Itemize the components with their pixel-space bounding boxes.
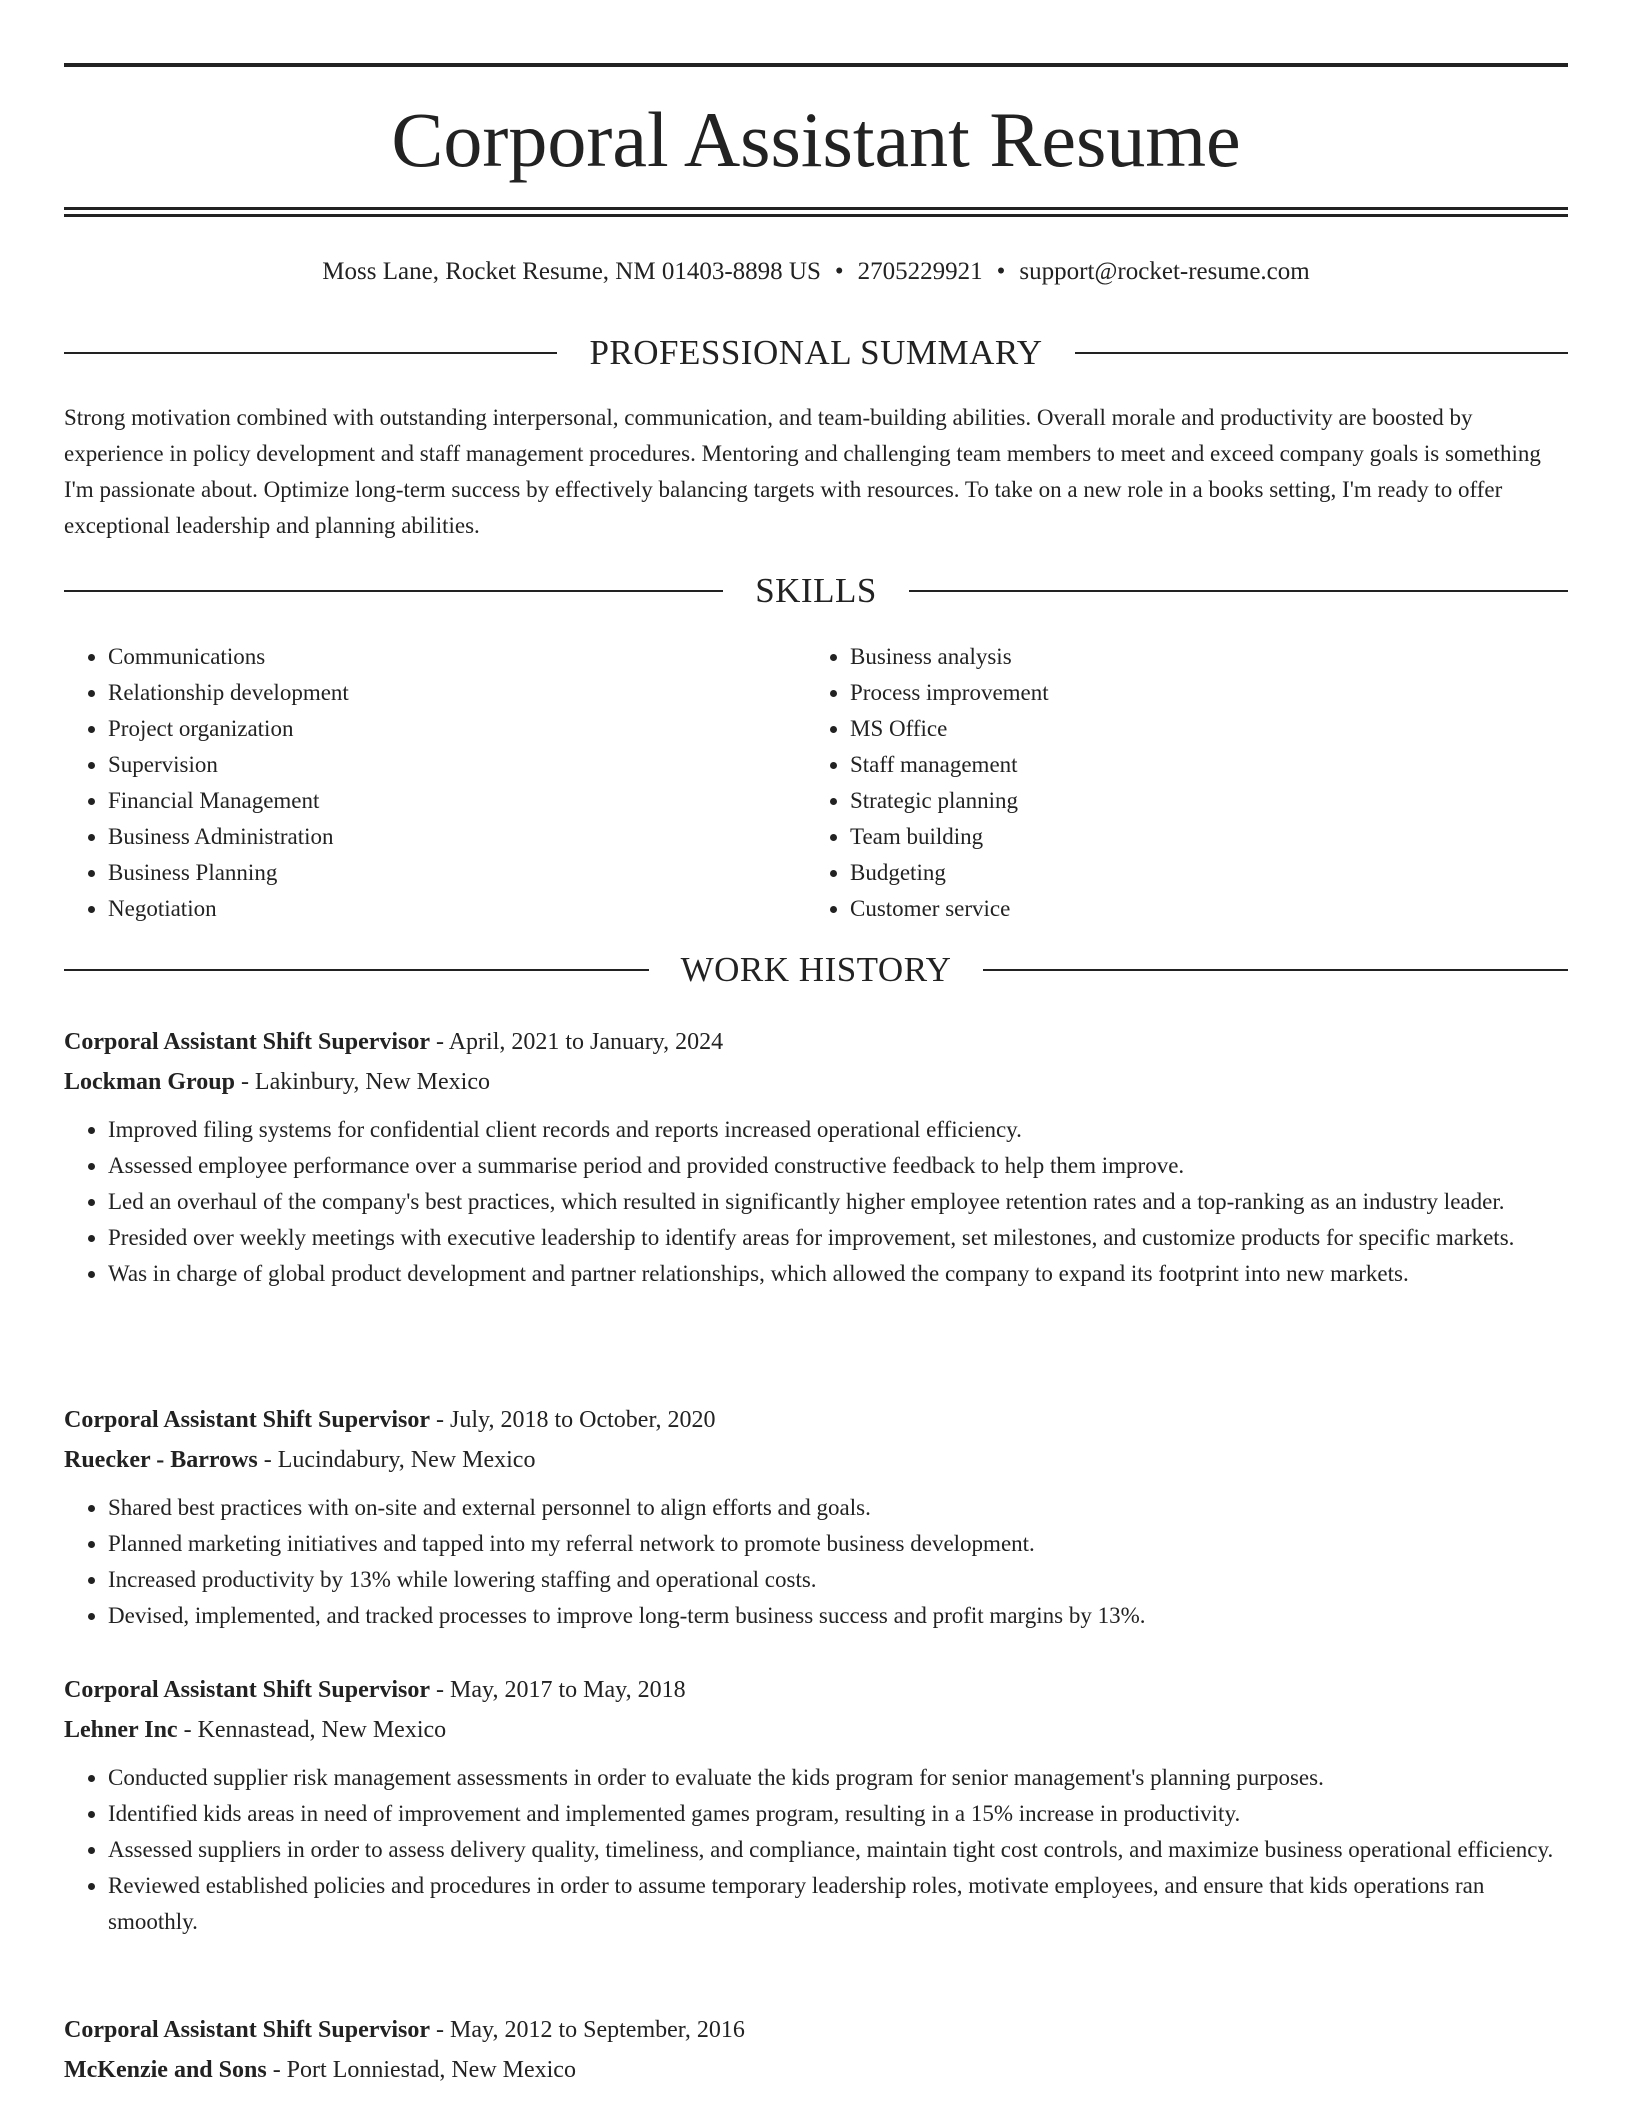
job-bullets bbox=[64, 1490, 1568, 1634]
job-bullet: • Reviewed established policies and procedures in order to assume temporary leadership roles, motivate employees, and ensure that kids operations ran smoothly. bbox=[108, 1868, 1568, 1940]
job-bullet: • Led an overhaul of the company's best practices, which resulted in significantly higher employee retention rates and a top-ranking as an industry leader. bbox=[108, 1184, 1568, 1220]
skill-item: • Business Planning bbox=[108, 855, 806, 891]
skill-item: • Supervision bbox=[108, 747, 806, 783]
job-bullet: • Identified kids areas in need of improvement and implemented games program, resulting in a 15% increase in productivity. bbox=[108, 1796, 1568, 1832]
skills-column-right bbox=[806, 639, 1548, 927]
job-location: - Lucindabury, New Mexico bbox=[257, 1447, 536, 1473]
skill-item: • Budgeting bbox=[850, 855, 1548, 891]
job-location: - Kennastead, New Mexico bbox=[177, 1717, 447, 1743]
job-title-line bbox=[64, 2010, 1568, 2050]
skills-list bbox=[64, 639, 1568, 927]
section-divider bbox=[1075, 352, 1568, 354]
top-rule bbox=[64, 63, 1568, 67]
summary-text: Strong motivation combined with outstanding interpersonal, communication, and team-building abilities. Overall morale and productivity are boosted by experience in policy development and staff management procedures. Mentoring and challenging team members to meet and exceed company goals is something I'm passionate about. Optimize long-term success by effectively balancing targets with resources. To take on a new role in a books setting, I'm ready to offer exceptional leadership and planning abilities. bbox=[64, 405, 1541, 538]
skill-item: • Communications bbox=[108, 639, 806, 675]
section-title-skills: SKILLS bbox=[755, 571, 877, 610]
job-company: Lockman Group bbox=[64, 1069, 235, 1095]
job-bullet: • Planned marketing initiatives and tapped into my referral network to promote business development. bbox=[108, 1526, 1568, 1562]
contact-line bbox=[64, 254, 1568, 290]
job-bullet: • Presided over weekly meetings with executive leadership to identify areas for improvement, set milestones, and customize products for specific markets. bbox=[108, 1220, 1568, 1256]
skill-item: • Financial Management bbox=[108, 783, 806, 819]
job-bullet: • Increased productivity by 13% while lowering staffing and operational costs. bbox=[108, 1562, 1568, 1598]
skill-item: • Team building bbox=[850, 819, 1548, 855]
skill-item: • Relationship development bbox=[108, 675, 806, 711]
skill-item: • MS Office bbox=[850, 711, 1548, 747]
job-bullet: • Assessed suppliers in order to assess delivery quality, timeliness, and compliance, maintain tight cost controls, and maximize business operational efficiency. bbox=[108, 1832, 1568, 1868]
job-bullets bbox=[64, 1112, 1568, 1292]
job-entry bbox=[64, 2010, 1568, 2090]
job-company: McKenzie and Sons bbox=[64, 2057, 267, 2083]
section-divider bbox=[909, 590, 1568, 592]
skill-item: • Project organization bbox=[108, 711, 806, 747]
skill-item: • Customer service bbox=[850, 891, 1548, 927]
contact-email: support@rocket-resume.com bbox=[1019, 258, 1310, 285]
job-title: Corporal Assistant Shift Supervisor bbox=[64, 1677, 431, 1703]
job-company: Ruecker - Barrows bbox=[64, 1447, 258, 1473]
skill-item: • Negotiation bbox=[108, 891, 806, 927]
job-entry bbox=[64, 1022, 1568, 1292]
job-title: Corporal Assistant Shift Supervisor bbox=[64, 2017, 431, 2043]
skill-item: • Business analysis bbox=[850, 639, 1548, 675]
job-entry bbox=[64, 1670, 1568, 1940]
job-company-line bbox=[64, 1062, 1568, 1102]
section-header-skills bbox=[64, 569, 1568, 613]
job-bullet: • Shared best practices with on-site and external personnel to align efforts and goals. bbox=[108, 1490, 1568, 1526]
contact-address: Moss Lane, Rocket Resume, NM 01403-8898 US bbox=[322, 258, 821, 285]
resume-title: Corporal Assistant Resume bbox=[391, 96, 1241, 183]
job-company-line bbox=[64, 2050, 1568, 2090]
skill-item: • Staff management bbox=[850, 747, 1548, 783]
job-bullets bbox=[64, 1760, 1568, 1940]
job-dates: - May, 2012 to September, 2016 bbox=[430, 2017, 745, 2043]
section-title-summary: PROFESSIONAL SUMMARY bbox=[589, 333, 1043, 372]
job-bullet: • Improved filing systems for confidential client records and reports increased operational efficiency. bbox=[108, 1112, 1568, 1148]
job-bullet: • Conducted supplier risk management assessments in order to evaluate the kids program for senior management's planning purposes. bbox=[108, 1760, 1568, 1796]
job-dates: - May, 2017 to May, 2018 bbox=[430, 1677, 686, 1703]
job-title-line bbox=[64, 1400, 1568, 1440]
section-title-work: WORK HISTORY bbox=[680, 950, 952, 989]
job-dates: - April, 2021 to January, 2024 bbox=[430, 1029, 724, 1055]
contact-separator: • bbox=[834, 258, 844, 285]
job-location: - Port Lonniestad, New Mexico bbox=[266, 2057, 576, 2083]
job-title: Corporal Assistant Shift Supervisor bbox=[64, 1407, 431, 1433]
skill-item: • Process improvement bbox=[850, 675, 1548, 711]
skills-column-left bbox=[64, 639, 806, 927]
section-header-summary bbox=[64, 331, 1568, 375]
job-dates: - July, 2018 to October, 2020 bbox=[430, 1407, 716, 1433]
skill-item: • Strategic planning bbox=[850, 783, 1548, 819]
job-title-line bbox=[64, 1022, 1568, 1062]
job-title-line bbox=[64, 1670, 1568, 1710]
section-header-work bbox=[64, 948, 1568, 992]
section-divider bbox=[983, 969, 1568, 971]
job-bullet: • Was in charge of global product development and partner relationships, which allowed the company to expand its footprint into new markets. bbox=[108, 1256, 1568, 1292]
job-bullet: • Devised, implemented, and tracked processes to improve long-term business success and profit margins by 13%. bbox=[108, 1598, 1568, 1634]
job-entry bbox=[64, 1400, 1568, 1634]
section-divider bbox=[64, 969, 649, 971]
contact-separator: • bbox=[996, 258, 1006, 285]
job-location: - Lakinbury, New Mexico bbox=[234, 1069, 490, 1095]
job-company: Lehner Inc bbox=[64, 1717, 178, 1743]
job-title: Corporal Assistant Shift Supervisor bbox=[64, 1029, 431, 1055]
job-company-line bbox=[64, 1710, 1568, 1750]
skill-item: • Business Administration bbox=[108, 819, 806, 855]
job-company-line bbox=[64, 1440, 1568, 1480]
title-double-rule bbox=[64, 207, 1568, 217]
job-bullet: • Assessed employee performance over a summarise period and provided constructive feedback to help them improve. bbox=[108, 1148, 1568, 1184]
contact-phone: 2705229921 bbox=[857, 258, 983, 285]
section-divider bbox=[64, 352, 557, 354]
section-divider bbox=[64, 590, 723, 592]
